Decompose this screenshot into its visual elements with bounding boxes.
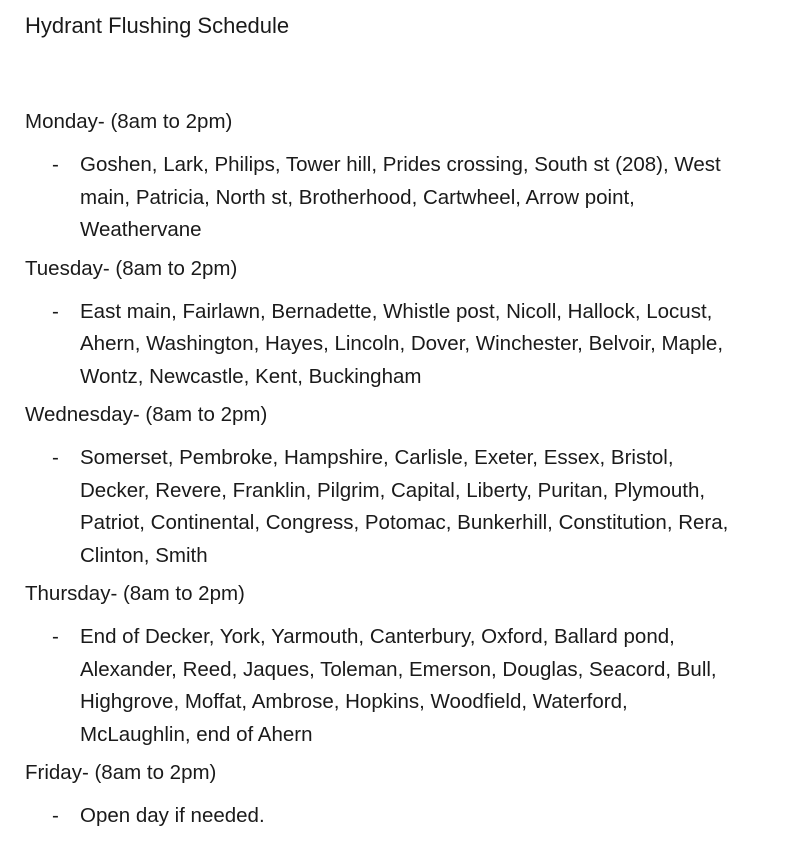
day-section-wednesday xyxy=(25,399,795,572)
dash-bullet: - xyxy=(52,299,59,323)
document-body xyxy=(25,10,795,839)
day-heading: Tuesday- (8am to 2pm) xyxy=(25,256,238,280)
day-heading: Wednesday- (8am to 2pm) xyxy=(25,403,268,426)
day-section-tuesday xyxy=(25,253,795,394)
list-item xyxy=(25,149,740,247)
street-list xyxy=(25,800,795,833)
list-item xyxy=(25,800,740,833)
street-list xyxy=(25,621,795,751)
list-item xyxy=(25,296,740,394)
street-names: Goshen, Lark, Philips, Tower hill, Prides crossing, South st (208), West main, Patricia, North st, Brotherhood, Cartwheel, Arrow point, Weathervane xyxy=(80,153,721,241)
day-heading: Monday- (8am to 2pm) xyxy=(25,110,233,133)
street-list xyxy=(25,296,795,394)
street-names: Somerset, Pembroke, Hampshire, Carlisle, Exeter, Essex, Bristol, Decker, Revere, Franklin, Pilgrim, Capital, Liberty, Puritan, Plymouth, Patriot, Continental, Congress, Potomac, Bunkerhill, Constitution, Rera, Clinton, Smith xyxy=(80,446,729,567)
street-list xyxy=(25,149,795,247)
dash-bullet: - xyxy=(52,625,59,648)
street-names: End of Decker, York, Yarmouth, Canterbury, Oxford, Ballard pond, Alexander, Reed, Jaques, Toleman, Emerson, Douglas, Seacord, Bull, Highgrove, Moffat, Ambrose, Hopkins, Woodfield, Waterford, McLaughlin, end of Ahern xyxy=(80,625,717,746)
street-names: East main, Fairlawn, Bernadette, Whistle post, Nicoll, Hallock, Locust, Ahern, Washington, Hayes, Lincoln, Dover, Winchester, Belvoir, Maple, Wontz, Newcastle, Kent, Buckingham xyxy=(80,299,724,388)
list-item xyxy=(25,621,740,751)
day-section-friday xyxy=(25,757,795,833)
day-section-monday xyxy=(25,106,795,247)
street-list xyxy=(25,442,795,572)
dash-bullet: - xyxy=(52,153,59,176)
day-section-thursday xyxy=(25,578,795,751)
list-item xyxy=(25,442,740,572)
dash-bullet: - xyxy=(52,804,59,827)
day-heading: Thursday- (8am to 2pm) xyxy=(25,582,245,605)
dash-bullet: - xyxy=(52,446,59,469)
day-heading: Friday- (8am to 2pm) xyxy=(25,761,217,784)
document-title: Hydrant Flushing Schedule xyxy=(25,13,290,38)
street-names: Open day if needed. xyxy=(80,804,265,827)
